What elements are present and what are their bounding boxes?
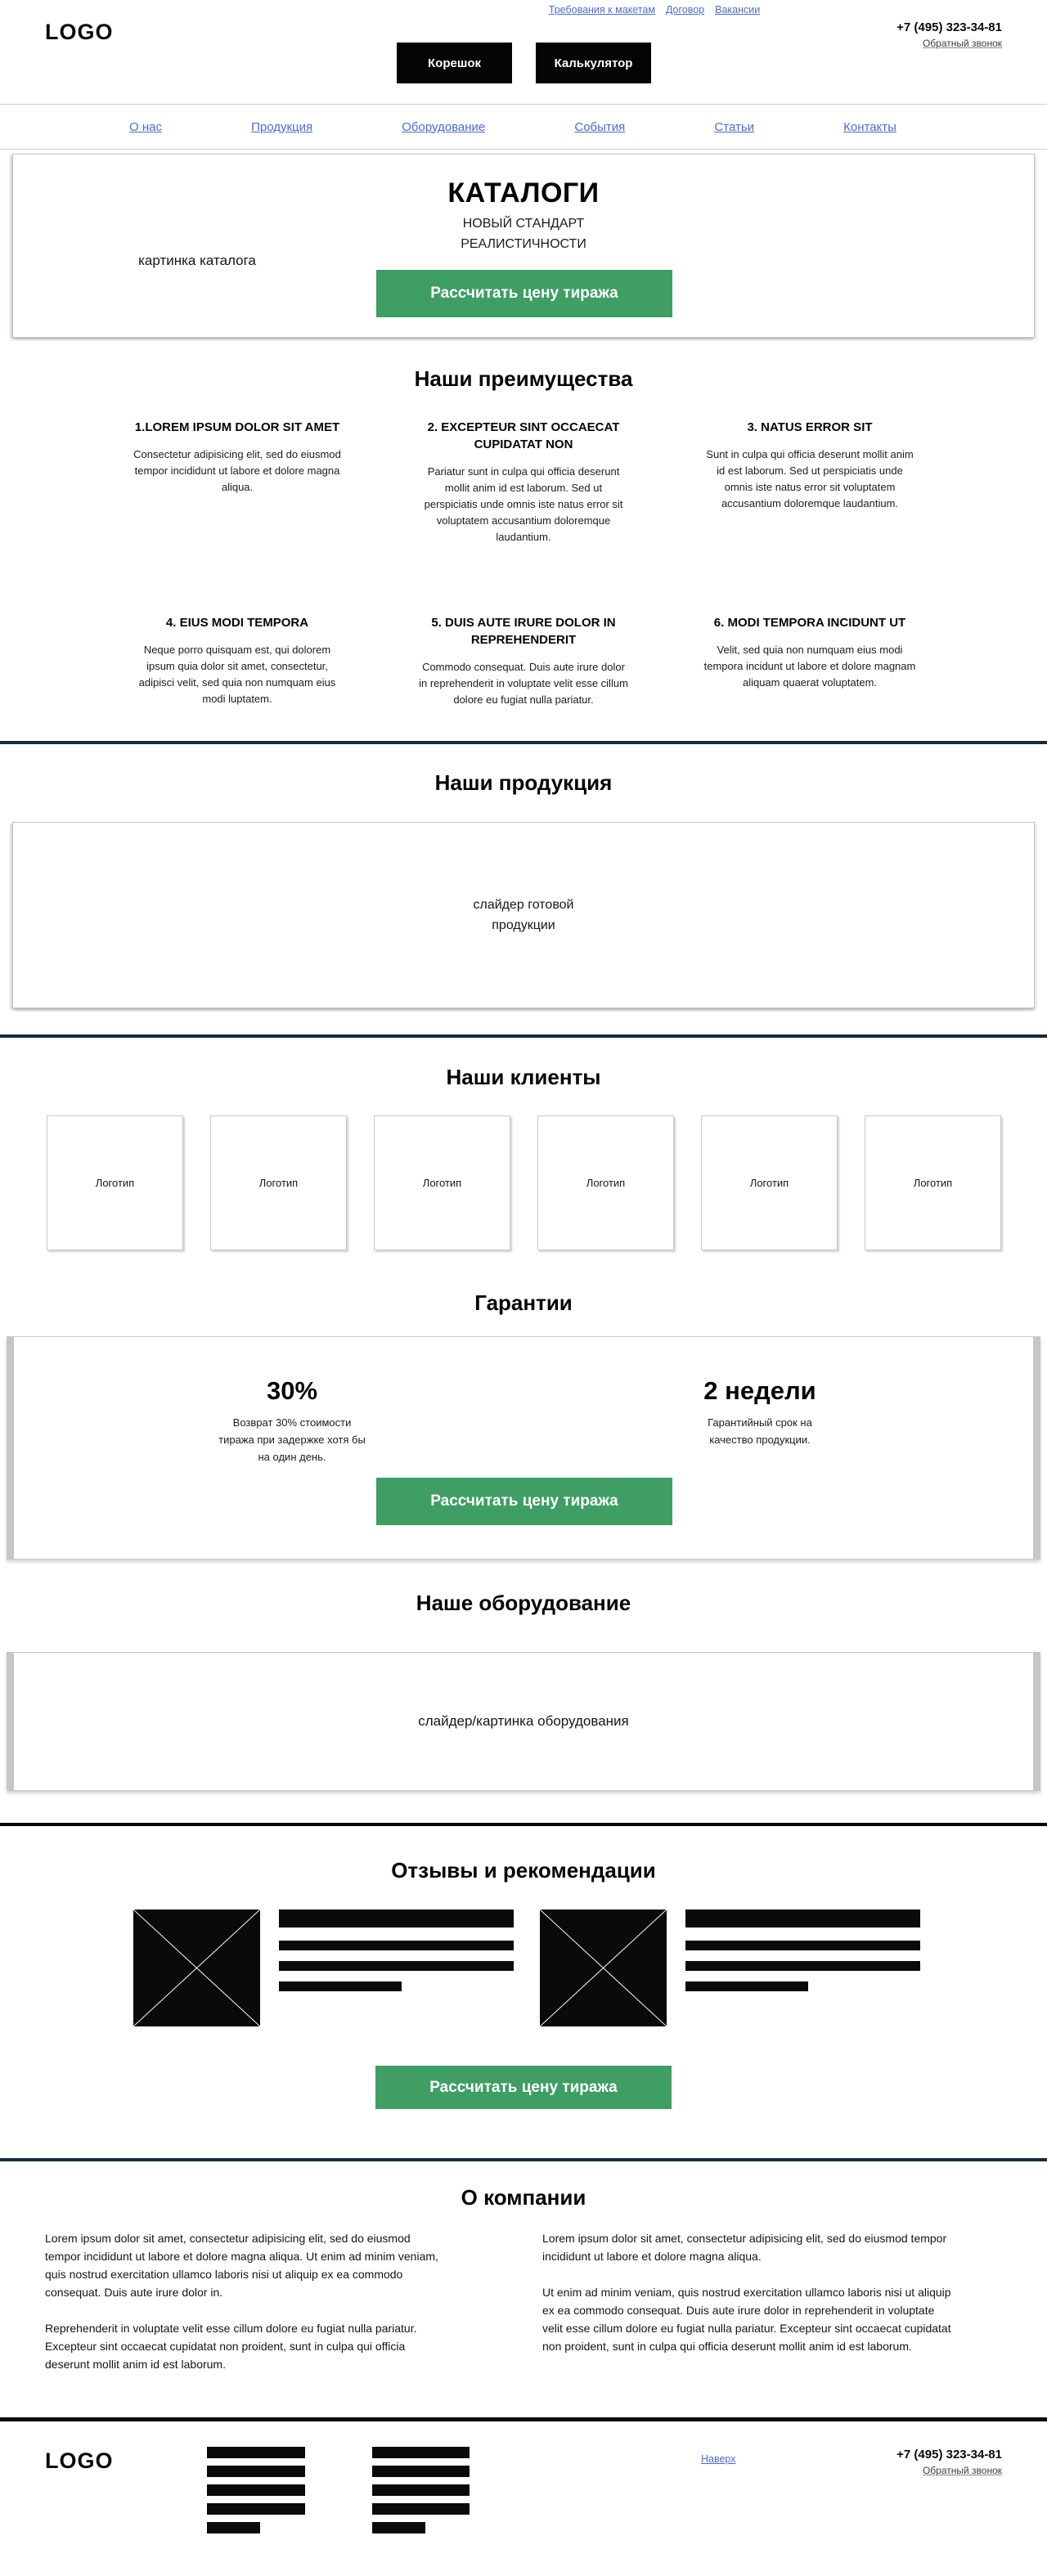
footer-menu-placeholder [207, 2447, 305, 2541]
products-slider-label: слайдер готовой продукции [473, 898, 574, 932]
clients-row [47, 1115, 1001, 1250]
advantage-text: Sunt in culpa qui officia deserunt mollit anim id est laborum. Sed ut perspiciatis unde omnis iste natus error sit voluptatem accusantium doloremque laudantium. [706, 448, 914, 509]
about-paragraph: Ut enim ad minim veniam, quis nostrud exercitation ullamco laboris nisi ut aliquip ex ea commodo consequat. Duis aute irure dolor in reprehenderit in voluptate velit esse cillum dolore eu fugiat nulla pariatur. Excepteur sint occaecat cupidatat non proident, sunt in culpa qui officia deserunt mollit anim id est laborum. [542, 2286, 951, 2353]
text-bar [372, 2447, 470, 2458]
equipment-slider-placeholder [7, 1652, 1040, 1791]
advantage-title: 2. EXCEPTEUR SINT OCCAECAT CUPIDATAT NON [427, 420, 620, 451]
client-logo-placeholder: Логотип [47, 1115, 183, 1250]
text-bar [372, 2522, 425, 2533]
about-column-left [45, 2229, 447, 2391]
guarantee-item-warranty [596, 1376, 923, 1448]
advantage-item [703, 419, 916, 545]
review-text-placeholder [279, 1910, 514, 1991]
review-image-placeholder [540, 1910, 667, 2026]
topbar-link-requirements[interactable]: Требования к макетам [548, 4, 655, 16]
footer-callback-link[interactable]: Обратный звонок [922, 2465, 1002, 2476]
section-divider [0, 2158, 1047, 2161]
reviews-title: Отзывы и рекомендации [391, 1858, 656, 1883]
guarantees-title: Гарантии [474, 1290, 573, 1315]
advantage-text: Consectetur adipisicing elit, sed do eiusmod tempor incididunt ut labore et dolore magna aliqua. [133, 448, 341, 493]
topbar-link-contract[interactable]: Договор [665, 4, 705, 16]
main-nav [0, 104, 1047, 150]
text-bar [279, 1910, 514, 1928]
text-bar [372, 2503, 470, 2515]
products-slider-placeholder [12, 822, 1035, 1008]
calc-price-button-guarantees[interactable]: Рассчитать цену тиража [376, 1478, 672, 1525]
about-paragraph: Lorem ipsum dolor sit amet, consectetur adipisicing elit, sed do eiusmod tempor incididunt ut labore et dolore magna aliqua. [542, 2232, 947, 2263]
header-phone: +7 (495) 323-34-81 [896, 20, 1002, 34]
advantage-item [417, 614, 630, 708]
guarantees-panel [7, 1336, 1040, 1560]
advantage-text: Pariatur sunt in culpa qui officia deserunt mollit anim id est laborum. Sed ut perspiciatis unde omnis iste natus error sit voluptatem accusantium doloremque laudantium. [424, 465, 623, 543]
header-callback-link[interactable]: Обратный звонок [922, 38, 1002, 49]
text-bar [685, 1910, 920, 1928]
text-bar [207, 2484, 305, 2496]
footer-divider [0, 2417, 1047, 2421]
footer-phone: +7 (495) 323-34-81 [896, 2448, 1002, 2462]
client-logo-placeholder: Логотип [537, 1115, 674, 1250]
clients-title: Наши клиенты [446, 1065, 601, 1089]
about-paragraph: Reprehenderit in voluptate velit esse cillum dolore eu fugiat nulla pariatur. Excepteur sint occaecat cupidatat non proident, sunt in culpa qui officia deserunt mollit anim id est laborum. [45, 2322, 417, 2371]
advantage-text: Velit, sed quia non numquam eius modi tempora incidunt ut labore et dolore magnam aliquam quaerat voluptatem. [703, 644, 916, 689]
text-bar [207, 2466, 305, 2477]
nav-item-events[interactable]: События [574, 119, 626, 134]
advantage-item [703, 614, 916, 708]
text-bar [372, 2466, 470, 2477]
equipment-title: Наше оборудование [416, 1591, 631, 1615]
hero-banner [12, 154, 1035, 338]
site-logo: LOGO [45, 20, 114, 44]
section-divider [0, 741, 1047, 744]
calculator-button[interactable]: Калькулятор [536, 43, 651, 83]
section-divider [0, 1823, 1047, 1826]
footer-menu-placeholder [372, 2447, 470, 2541]
hero-title: КАТАЛОГИ [447, 177, 600, 209]
advantage-title: 1.LOREM IPSUM DOLOR SIT AMET [134, 420, 340, 434]
topbar [0, 4, 1047, 16]
advantage-text: Neque porro quisquam est, qui dolorem ipsum quia dolor sit amet, consectetur, adipisci velit, sed quia non numquam eius modi luptatem. [138, 644, 336, 705]
guarantee-item-refund [128, 1376, 456, 1465]
review-text-placeholder [685, 1910, 920, 1991]
text-bar [279, 1961, 514, 1971]
footer-contact [896, 2448, 1002, 2478]
back-to-top-link[interactable]: Наверх [701, 2453, 736, 2465]
hero-subtitle-line2: РЕАЛИСТИЧНОСТИ [461, 237, 586, 251]
calc-price-button-reviews[interactable]: Рассчитать цену тиража [375, 2066, 672, 2109]
text-bar [685, 1961, 920, 1971]
hero-image-placeholder: картинка каталога [138, 253, 256, 268]
nav-item-about[interactable]: О нас [129, 119, 162, 134]
nav-item-contacts[interactable]: Контакты [843, 119, 896, 134]
koreshok-button[interactable]: Корешок [397, 43, 512, 83]
advantage-title: 5. DUIS AUTE IRURE DOLOR IN REPREHENDERIT [431, 616, 616, 647]
client-logo-placeholder: Логотип [865, 1115, 1001, 1250]
guarantee-caption: Возврат 30% стоимости тиража при задержке хотя бы на один день. [218, 1416, 366, 1463]
advantage-title: 6. MODI TEMPORA INCIDUNT UT [713, 616, 906, 630]
products-title: Наши продукция [434, 770, 613, 795]
text-bar [279, 1941, 514, 1950]
advantage-text: Commodo consequat. Duis aute irure dolor in reprehenderit in voluptate velit esse cillum dolore eu fugiat nulla pariatur. [419, 661, 628, 706]
client-logo-placeholder: Логотип [374, 1115, 510, 1250]
text-bar [279, 1981, 402, 1991]
footer-logo: LOGO [45, 2448, 114, 2473]
advantage-item [417, 419, 630, 545]
advantage-title: 4. EIUS MODI TEMPORA [165, 616, 309, 630]
calc-price-button-hero[interactable]: Рассчитать цену тиража [376, 270, 672, 317]
advantages-title: Наши преимущества [414, 366, 633, 391]
nav-item-products[interactable]: Продукция [251, 119, 313, 134]
guarantee-caption: Гарантийный срок на качество продукции. [708, 1416, 812, 1446]
guarantee-value: 2 недели [703, 1376, 816, 1405]
equipment-slider-label: слайдер/картинка оборудования [418, 1713, 629, 1729]
about-title: О компании [461, 2185, 586, 2210]
text-bar [685, 1981, 808, 1991]
section-divider [0, 1034, 1047, 1038]
header-contact [896, 20, 1002, 51]
client-logo-placeholder: Логотип [210, 1115, 347, 1250]
guarantee-value: 30% [266, 1376, 318, 1405]
advantage-item [131, 614, 344, 708]
advantages-grid [131, 419, 916, 708]
about-paragraph: Lorem ipsum dolor sit amet, consectetur adipisicing elit, sed do eiusmod tempor incididunt ut labore et dolore magna aliqua. Ut enim ad minim veniam, quis nostrud exercitation ullamco laboris nisi ut aliquip ex ea commodo consequat. Duis aute irure dolor in. [45, 2232, 438, 2299]
review-image-placeholder [133, 1910, 260, 2026]
hero-subtitle [13, 213, 1034, 254]
nav-item-articles[interactable]: Статьи [714, 119, 755, 134]
text-bar [685, 1941, 920, 1950]
text-bar [372, 2484, 470, 2496]
hero-subtitle-line1: НОВЫЙ СТАНДАРТ [462, 217, 585, 231]
text-bar [207, 2447, 305, 2458]
text-bar [207, 2503, 305, 2515]
topbar-link-vacancies[interactable]: Вакансии [715, 4, 761, 16]
nav-item-equipment[interactable]: Оборудование [402, 119, 486, 134]
client-logo-placeholder: Логотип [701, 1115, 838, 1250]
advantage-item [131, 419, 344, 545]
text-bar [207, 2522, 260, 2533]
advantage-title: 3. NATUS ERROR SIT [747, 420, 873, 434]
about-column-right [542, 2229, 951, 2373]
